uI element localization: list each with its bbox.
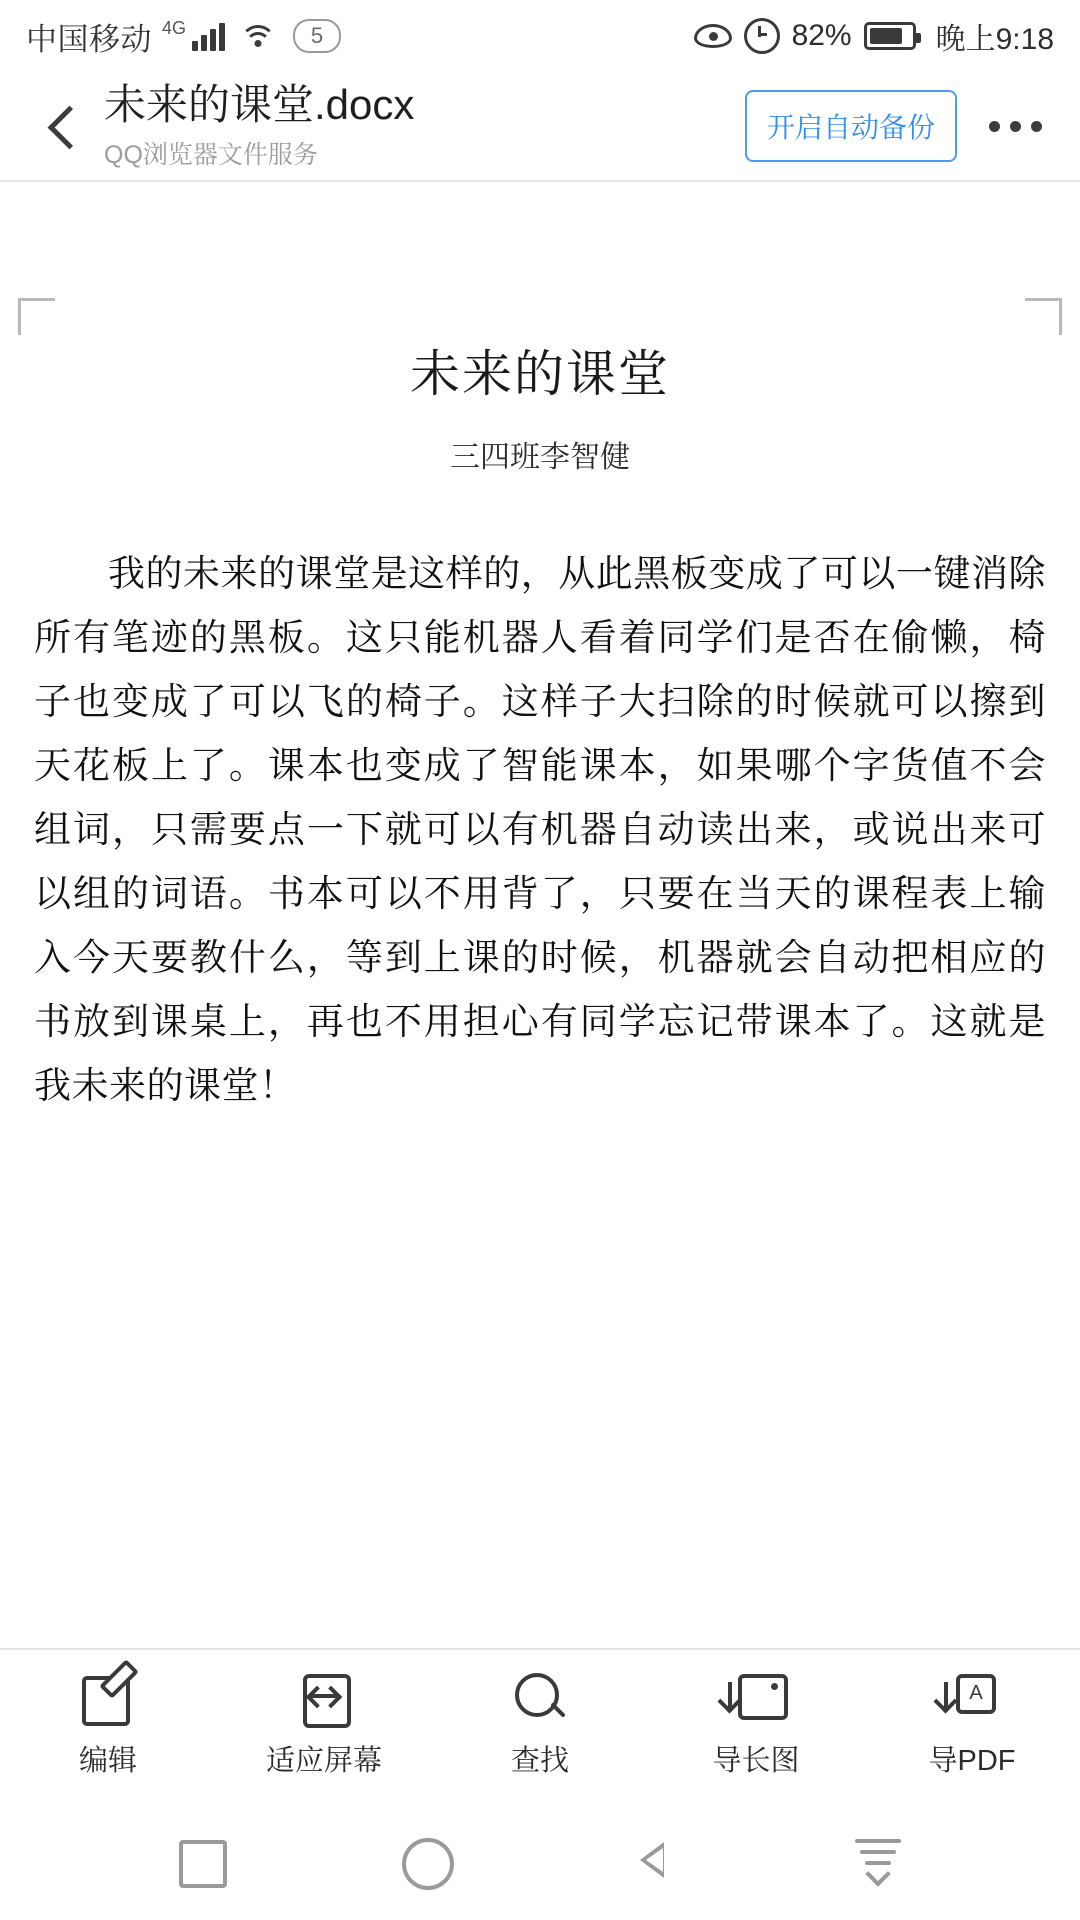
page-subtitle: QQ浏览器文件服务 (104, 140, 318, 169)
toolbar-label-fit-screen: 适应屏幕 (265, 1744, 382, 1777)
toolbar-label-search: 查找 (510, 1744, 569, 1777)
document-heading: 未来的课堂 (410, 346, 670, 402)
network-type-label: 4G (162, 18, 187, 38)
battery-percent-label: 82% (791, 19, 852, 52)
status-bar (0, 0, 1080, 72)
toolbar-item-export-long-image[interactable] (648, 1672, 864, 1779)
carrier-label: 中国移动 (26, 21, 152, 57)
recents-square-icon[interactable] (173, 1830, 233, 1890)
home-circle-icon[interactable] (398, 1830, 458, 1890)
wifi-icon (241, 23, 275, 49)
back-triangle-icon[interactable] (623, 1830, 683, 1890)
notification-count-badge: 5 (293, 19, 341, 53)
page-corner-top-left (18, 298, 55, 335)
toolbar-item-edit[interactable] (0, 1672, 216, 1779)
system-navigation-bar (0, 1800, 1080, 1920)
enable-auto-backup-button[interactable]: 开启自动备份 (745, 90, 957, 162)
toolbar-item-export-pdf[interactable] (864, 1672, 1080, 1779)
pdf-glyph: A (956, 1674, 996, 1714)
fit-screen-icon (296, 1672, 352, 1724)
toolbar-label-export-long-image: 导长图 (712, 1744, 800, 1777)
document-author: 三四班李智健 (450, 441, 630, 474)
title-bar (0, 72, 1080, 182)
status-bar-right (694, 14, 1054, 58)
back-chevron-icon[interactable] (38, 103, 84, 149)
toolbar-item-fit-screen[interactable] (216, 1672, 432, 1779)
more-options-icon[interactable] (985, 111, 1046, 142)
document-body-text: 我的未来的课堂是这样的，从此黑板变成了可以一键消除所有笔迹的黑板。这只能机器人看着同学们是否在偷懒，椅子也变成了可以飞的椅子。这样子大扫除的时候就可以擦到天花板上了。课本也变成了智能课本，如果哪个字货值不会组词，只需要点一下就可以有机器自动读出来，或说出来可以组的词语。书本可以不用背了，只要在当天的课程表上输入今天要教什么，等到上课的时候，机器就会自动把相应的书放到课桌上，再也不用担心有同学忘记带课本了。这就是我未来的课堂！ (34, 553, 1046, 1106)
alarm-icon (744, 18, 780, 54)
page-title: 未来的课堂.docx (104, 81, 415, 129)
toolbar-label-edit: 编辑 (78, 1744, 137, 1777)
eye-comfort-icon (694, 24, 732, 48)
search-icon (512, 1672, 568, 1724)
title-text-group (104, 81, 414, 170)
bottom-toolbar (0, 1648, 1080, 1800)
toolbar-label-export-pdf: 导PDF (928, 1744, 1016, 1777)
document-viewer[interactable] (0, 182, 1080, 1648)
toolbar-item-search[interactable] (432, 1672, 648, 1779)
export-long-image-icon (728, 1672, 784, 1724)
page-corner-top-right (1025, 298, 1062, 335)
clock-label: 晚上9:18 (935, 23, 1054, 56)
status-bar-left (26, 14, 341, 59)
collapse-keyboard-icon[interactable] (848, 1830, 908, 1890)
export-pdf-icon (944, 1672, 1000, 1724)
battery-icon (864, 22, 916, 50)
edit-icon (80, 1672, 136, 1724)
signal-bars-icon (192, 21, 225, 51)
